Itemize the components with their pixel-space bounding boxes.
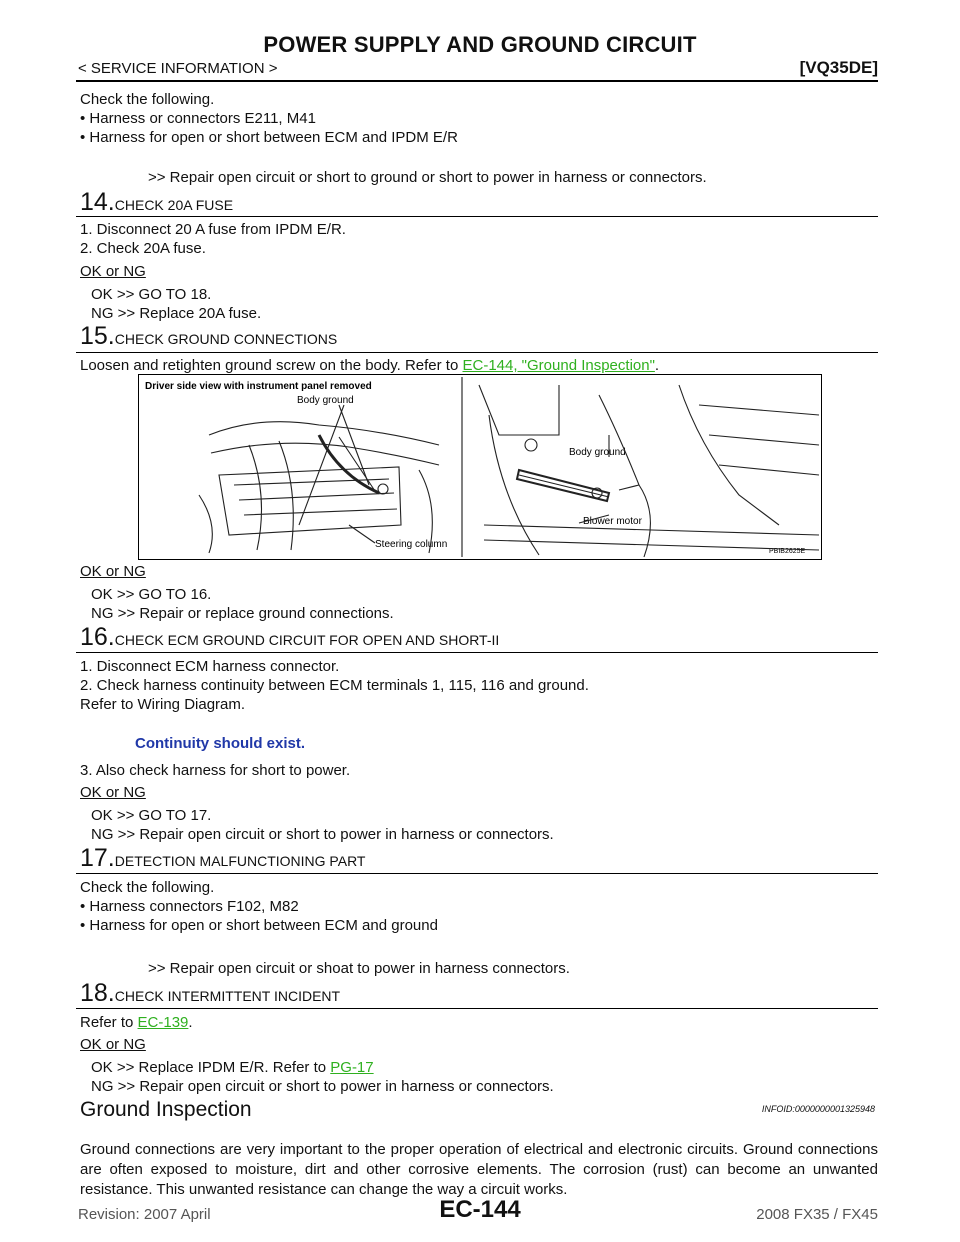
ground-inspection-link[interactable]: EC-144, "Ground Inspection": [462, 357, 655, 374]
result-ok: OK >> GO TO 17.: [91, 807, 212, 824]
step-heading-17: 17.DETECTION MALFUNCTIONING PART: [80, 844, 366, 872]
step-heading-16: 16.CHECK ECM GROUND CIRCUIT FOR OPEN AND SHORT-II: [80, 623, 500, 651]
step16-line: 3. Also check harness for short to power.: [80, 762, 351, 779]
page-title: POWER SUPPLY AND GROUND CIRCUIT: [263, 32, 697, 57]
left-dash-sketch: [199, 405, 439, 553]
result-ok: OK >> GO TO 18.: [91, 286, 212, 303]
block13-intro: Check the following.: [80, 91, 215, 108]
block13-action: >> Repair open circuit or short to ground or short to power in harness or connectors.: [148, 169, 707, 186]
pg-17-link[interactable]: PG-17: [330, 1059, 374, 1076]
result-ng: NG >> Replace 20A fuse.: [91, 305, 262, 322]
step-heading-18: 18.CHECK INTERMITTENT INCIDENT: [80, 979, 341, 1007]
right-blower-sketch: [479, 385, 819, 557]
block13-bullet: • Harness for open or short between ECM and IPDM E/R: [80, 129, 458, 146]
block13-bullet: • Harness or connectors E211, M41: [80, 110, 316, 127]
ok-ng-label: OK or NG: [80, 563, 146, 580]
section-title: Ground Inspection: [80, 1098, 252, 1121]
step16-line: Refer to Wiring Diagram.: [80, 696, 246, 713]
step18-refer: Refer to EC-139.: [80, 1014, 193, 1031]
step14-line: 1. Disconnect 20 A fuse from IPDM E/R.: [80, 221, 346, 238]
breadcrumb: < SERVICE INFORMATION >: [78, 60, 278, 77]
step-rule: [76, 1008, 878, 1009]
footer-model: 2008 FX35 / FX45: [756, 1206, 878, 1223]
step-rule: [76, 216, 878, 217]
step17-intro: Check the following.: [80, 879, 215, 896]
figure-code: PBIB2625E: [769, 548, 806, 555]
label-steering-column: Steering column: [375, 539, 448, 550]
label-body-ground-2: Body ground: [569, 447, 626, 458]
result-ok: OK >> Replace IPDM E/R. Refer to PG-17: [91, 1059, 374, 1076]
continuity-note: Continuity should exist.: [135, 735, 306, 752]
result-ok: OK >> GO TO 16.: [91, 586, 212, 603]
label-blower-motor: Blower motor: [583, 516, 642, 527]
step14-line: 2. Check 20A fuse.: [80, 240, 206, 257]
ok-ng-label: OK or NG: [80, 263, 146, 280]
step16-line: 2. Check harness continuity between ECM terminals 1, 115, 116 and ground.: [80, 677, 589, 694]
label-body-ground-1: Body ground: [297, 395, 354, 406]
ok-ng-label: OK or NG: [80, 1036, 146, 1053]
ground-location-figure: [138, 374, 822, 560]
ok-ng-label: OK or NG: [80, 784, 146, 801]
step17-bullet: • Harness connectors F102, M82: [80, 898, 299, 915]
step-heading-14: 14.CHECK 20A FUSE: [80, 188, 234, 216]
engine-model: [VQ35DE]: [799, 58, 878, 77]
step17-bullet: • Harness for open or short between ECM and ground: [80, 917, 438, 934]
step-heading-15: 15.CHECK GROUND CONNECTIONS: [80, 322, 338, 350]
ec-139-link[interactable]: EC-139: [137, 1014, 189, 1031]
header-rule: [76, 80, 878, 82]
step-rule: [76, 652, 878, 653]
step-rule: [76, 352, 878, 353]
info-id: INFOID:0000000001325948: [761, 1104, 875, 1114]
result-ng: NG >> Repair open circuit or short to power in harness or connectors.: [91, 1078, 554, 1095]
page-number: EC-144: [439, 1196, 521, 1223]
step-rule: [76, 873, 878, 874]
figure-illustration: [139, 375, 821, 559]
step17-action: >> Repair open circuit or shoat to power in harness connectors.: [148, 960, 570, 977]
revision: Revision: 2007 April: [78, 1206, 211, 1223]
ground-paragraph: Ground connections are very important to the proper operation of electrical and electronic circuits. Ground connections are often exposed to moisture, dirt and other corrosive elements. The corrosion (rust) can become an unwanted resistance. This unwanted resistance can change the way a circuit works.: [80, 1141, 878, 1198]
step16-line: 1. Disconnect ECM harness connector.: [80, 658, 340, 675]
step15-text: Loosen and retighten ground screw on the body. Refer to EC-144, "Ground Inspection".: [80, 357, 660, 374]
result-ng: NG >> Repair open circuit or short to power in harness or connectors.: [91, 826, 554, 843]
figure-caption: Driver side view with instrument panel removed: [145, 381, 372, 392]
result-ng: NG >> Repair or replace ground connections.: [91, 605, 394, 622]
